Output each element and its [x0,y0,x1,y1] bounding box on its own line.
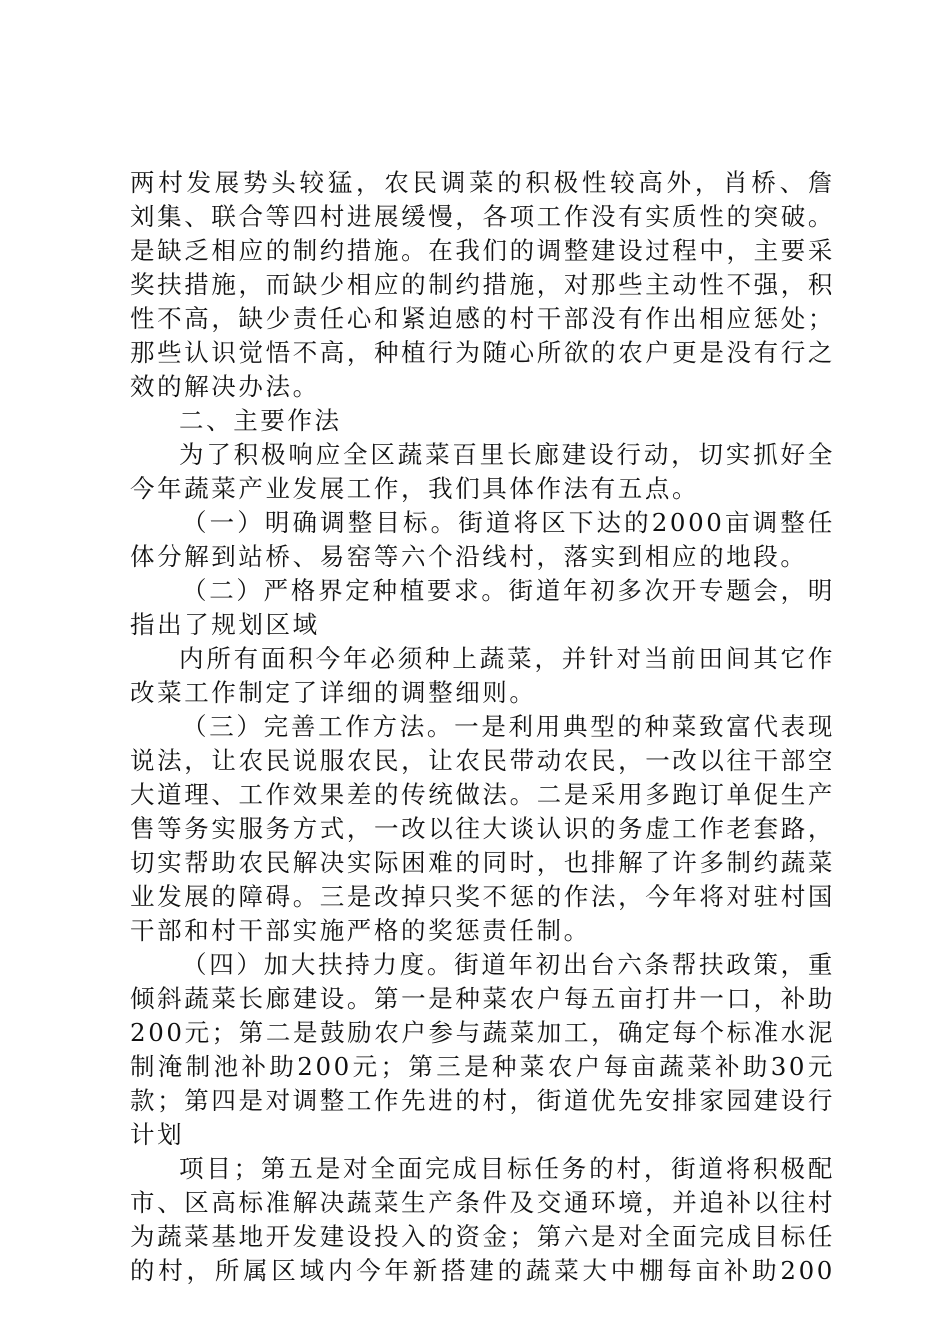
text-line: 为了积极响应全区蔬菜百里长廊建设行动，切实抓好全 [179,440,835,469]
text-line: （三）完善工作方法。一是利用典型的种菜致富代表现 [182,712,835,741]
text-line: 为蔬菜基地开发建设投入的资金；第六是对全面完成目标任 [130,1222,835,1251]
text-line: 倾斜蔬菜长廊建设。第一是种菜农户每五亩打井一口，补助 [130,984,835,1013]
text-line: 今年蔬菜产业发展工作，我们具体作法有五点。 [130,474,700,503]
text-line: 两村发展势头较猛，农民调菜的积极性较高外，肖桥、詹 [130,168,835,197]
text-line: 改菜工作制定了详细的调整细则。 [130,678,537,707]
text-line: 制淹制池补助200元；第三是种菜农户每亩蔬菜补助30元 [130,1052,835,1081]
text-line: 切实帮助农民解决实际困难的同时，也排解了许多制约蔬菜 [130,848,835,877]
text-line: 说法，让农民说服农民，让农民带动农民，一改以往干部空 [130,746,835,775]
text-line: 业发展的障碍。三是改掉只奖不惩的作法，今年将对驻村国 [130,882,835,911]
document-body [130,166,835,1288]
text-line: （一）明确调整目标。街道将区下达的2000亩调整任 [182,508,835,537]
text-line: 大道理、工作效果差的传统做法。二是采用多跑订单促生产 [130,780,835,809]
text-line: 体分解到站桥、易窑等六个沿线村，落实到相应的地段。 [130,542,808,571]
text-line: 奖扶措施，而缺少相应的制约措施，对那些主动性不强，积 [130,270,835,299]
text-line: 内所有面积今年必须种上蔬菜，并针对当前田间其它作 [179,644,835,673]
text-line: 的村，所属区域内今年新搭建的蔬菜大中棚每亩补助200 [130,1256,835,1285]
text-line: 项目；第五是对全面完成目标任务的村，街道将积极配 [179,1154,835,1183]
text-line: 是缺乏相应的制约措施。在我们的调整建设过程中，主要采 [130,236,835,265]
text-line: 干部和村干部实施严格的奖惩责任制。 [130,916,591,945]
text-line: 那些认识觉悟不高，种植行为随心所欲的农户更是没有行之 [130,338,835,367]
text-line: 200元；第二是鼓励农户参与蔬菜加工，确定每个标准水泥 [130,1018,835,1047]
text-line: 效的解决办法。 [130,372,320,401]
text-line: （二）严格界定种植要求。街道年初多次开专题会，明 [182,576,835,605]
text-line: 指出了规划区域 [130,610,320,639]
text-line: 刘集、联合等四村进展缓慢，各项工作没有实质性的突破。 [130,202,835,231]
text-line: 计划 [130,1120,185,1149]
text-line: 市、区高标准解决蔬菜生产条件及交通环境，并追补以往村 [130,1188,835,1217]
text-line: 款；第四是对调整工作先进的村，街道优先安排家园建设行 [130,1086,835,1115]
section-heading: 二、主要作法 [179,406,342,435]
text-line: （四）加大扶持力度。街道年初出台六条帮扶政策，重 [182,950,835,979]
text-line: 性不高，缺少责任心和紧迫感的村干部没有作出相应惩处； [130,304,835,333]
text-line: 售等务实服务方式，一改以往大谈认识的务虚工作老套路， [130,814,835,843]
